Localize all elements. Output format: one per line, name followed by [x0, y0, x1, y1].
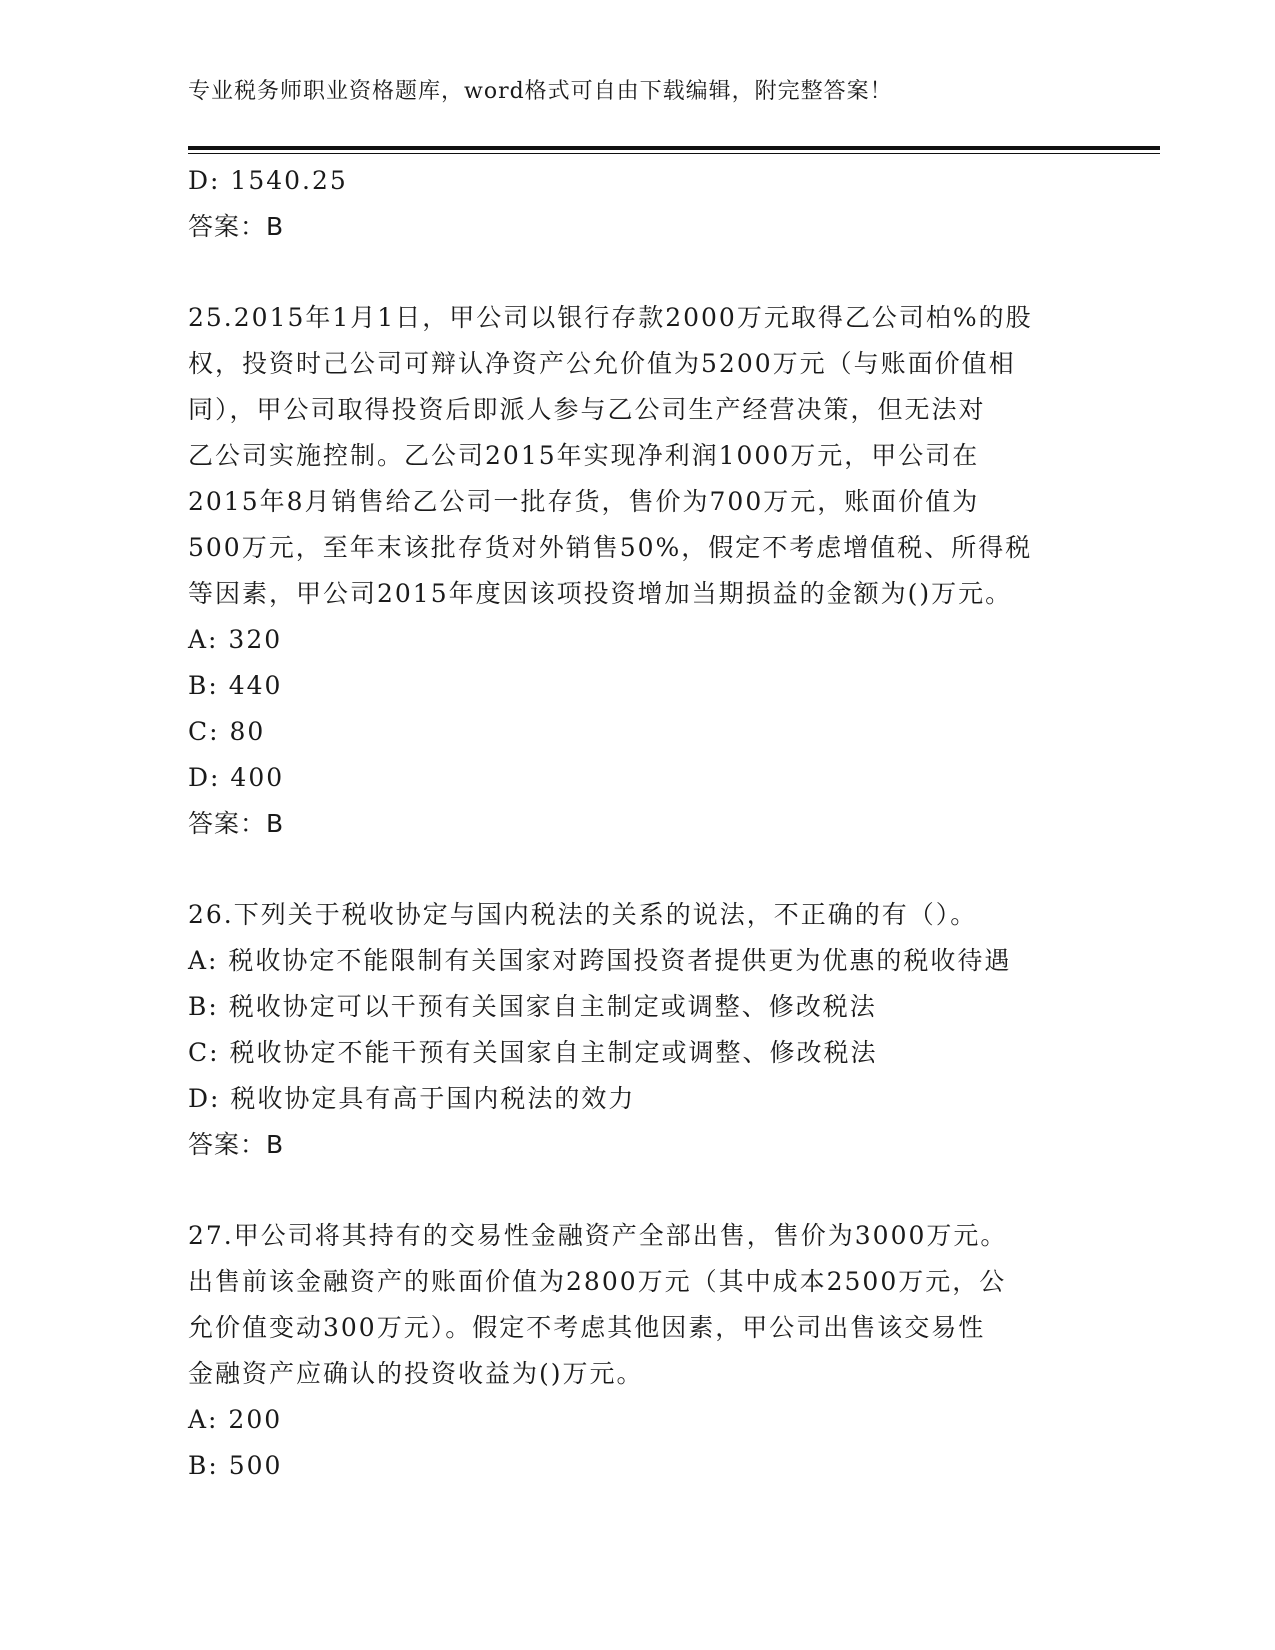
question-text-line: 权，投资时己公司可辩认净资产公允价值为5200万元（与账面价值相 — [188, 349, 1016, 378]
option-line: B: 500 — [188, 1451, 283, 1480]
question-text-line: 金融资产应确认的投资收益为()万元。 — [188, 1359, 644, 1388]
question-text-line: 500万元，至年末该批存货对外销售50%，假定不考虑增值税、所得税 — [188, 533, 1033, 562]
option-line: A: 320 — [188, 625, 283, 654]
question-text-line: 出售前该金融资产的账面价值为2800万元（其中成本2500万元，公 — [188, 1267, 1007, 1296]
option-line: D: 400 — [188, 763, 285, 792]
answer-line: 答案：B — [188, 1130, 285, 1159]
option-line: C: 税收协定不能干预有关国家自主制定或调整、修改税法 — [188, 1038, 878, 1067]
option-line: D: 1540.25 — [188, 166, 348, 195]
question-block — [188, 295, 1088, 847]
question-text-line: 等因素，甲公司2015年度因该项投资增加当期损益的金额为()万元。 — [188, 579, 1013, 608]
question-text-line: 2015年8月销售给乙公司一批存货，售价为700万元，账面价值为 — [188, 487, 980, 516]
answer-line: 答案：B — [188, 809, 285, 838]
option-line: A: 200 — [188, 1405, 283, 1434]
answer-line: 答案：B — [188, 212, 285, 241]
header-rule-thick — [188, 146, 1160, 150]
question-text-line: 允价值变动300万元）。假定不考虑其他因素，甲公司出售该交易性 — [188, 1313, 986, 1342]
question-text-line: 26.下列关于税收协定与国内税法的关系的说法，不正确的有（）。 — [188, 900, 978, 929]
question-block — [188, 1213, 1088, 1489]
option-line: C: 80 — [188, 717, 266, 746]
header-rule-thin — [188, 153, 1160, 154]
option-line: B: 440 — [188, 671, 283, 700]
question-content — [188, 158, 1088, 1489]
question-block — [188, 892, 1088, 1168]
question-text-line: 乙公司实施控制。乙公司2015年实现净利润1000万元，甲公司在 — [188, 441, 980, 470]
option-line: B: 税收协定可以干预有关国家自主制定或调整、修改税法 — [188, 992, 877, 1021]
option-line: D: 税收协定具有高于国内税法的效力 — [188, 1084, 636, 1113]
question-text-line: 同），甲公司取得投资后即派人参与乙公司生产经营决策，但无法对 — [188, 395, 986, 424]
page-header: 专业税务师职业资格题库，word格式可自由下载编辑，附完整答案！ — [188, 79, 893, 104]
option-line: A: 税收协定不能限制有关国家对跨国投资者提供更为优惠的税收待遇 — [188, 946, 1012, 975]
question-text-line: 27.甲公司将其持有的交易性金融资产全部出售，售价为3000万元。 — [188, 1221, 1008, 1250]
question-text-line: 25.2015年1月1日，甲公司以银行存款2000万元取得乙公司柏%的股 — [188, 303, 1033, 332]
